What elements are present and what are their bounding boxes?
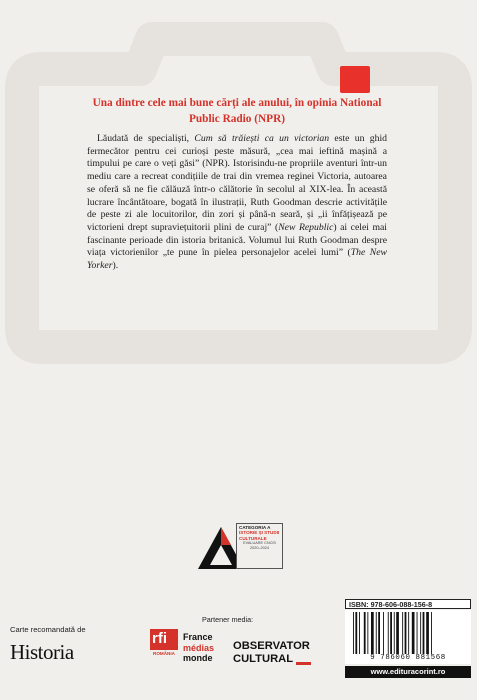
- rfi-logo: rfi ROMÂNIA: [150, 629, 178, 660]
- isbn-label: ISBN: 978-606-088-156-8: [345, 599, 471, 609]
- observator-underline: [296, 662, 311, 665]
- barcode-bar: [390, 612, 392, 654]
- recommended-label: Carte recomandată de: [10, 625, 86, 634]
- barcode-bar: [420, 612, 421, 654]
- barcode-bar: [412, 612, 415, 654]
- barcode-bar: [376, 612, 377, 654]
- barcode-bar: [364, 612, 366, 654]
- publisher-website[interactable]: www.edituracorint.ro: [345, 666, 471, 678]
- barcode-bar: [423, 612, 425, 654]
- barcode-bar: [378, 612, 380, 654]
- book-title: Cum să trăiești ca un victorian: [194, 133, 330, 144]
- source-new-yorker: The New Yorker: [87, 247, 387, 272]
- barcode-bar: [388, 612, 389, 654]
- barcode-bar: [408, 612, 409, 654]
- observator-cultural-logo: OBSERVATOR CULTURAL: [233, 640, 310, 665]
- camera-flash-square: [340, 66, 370, 93]
- barcode-bar: [367, 612, 368, 654]
- barcode-bar: [417, 612, 418, 654]
- barcode-bar: [383, 612, 384, 654]
- barcode-bars: [353, 612, 463, 654]
- headline: Una dintre cele mai bune cărți ale anului, în opinia National Public Radio (NPR): [92, 97, 382, 125]
- barcode-bar: [353, 612, 354, 654]
- france-medias-monde-logo: France médias monde: [183, 632, 215, 663]
- description-paragraph: Lăudată de specialiști, Cum să trăiești ca un victorian este un ghid fermecător pentru cei curioși peste măsură, „cea mai ieftină mașină a timpului pe care o veți găsi” (NPR). Istorisindu-ne propriile aventuri într-un mediu care a recreat condițiile de trai din vremea reginei Victoria, autoarea se oferă să ne fie călăuză într-o călătorie în secolul al XIX-lea. În această lucrare încântătoare, bogată în ilustrații, Ruth Goodman descrie activitățile de peste zi ale locuitorilor, din zori și până-n seară, și „ii înfățișează pe victorieni drept supraviețuitorii plini de curaj” (New Republic) ai celei mai fascinante perioade din istoria britanică. Volumul lui Ruth Goodman despre viața victorienilor „te pune în pielea personajelor acelei lumi” (The New Yorker).: [87, 133, 387, 272]
- barcode-bar: [402, 612, 403, 654]
- barcode-bar: [394, 612, 395, 654]
- barcode-bar: [359, 612, 360, 654]
- category-badge: [196, 523, 284, 571]
- barcode-bar: [426, 612, 429, 654]
- partner-label: Partener media:: [202, 615, 254, 624]
- source-new-republic: New Republic: [278, 221, 334, 233]
- historia-logo: Historia: [10, 640, 74, 664]
- category-box: CATEGORIA A ISTORIE ȘI STUDII CULTURALE EVALUARE CNCIS 2020–2024: [236, 523, 283, 569]
- barcode-digits: 9 786060 881568: [370, 654, 446, 662]
- barcode-bar: [431, 612, 432, 654]
- barcode-bar: [355, 612, 357, 654]
- barcode-bar: [405, 612, 407, 654]
- barcode: [345, 610, 471, 664]
- barcode-bar: [396, 612, 399, 654]
- back-cover-text: [87, 95, 387, 273]
- barcode-bar: [371, 612, 374, 654]
